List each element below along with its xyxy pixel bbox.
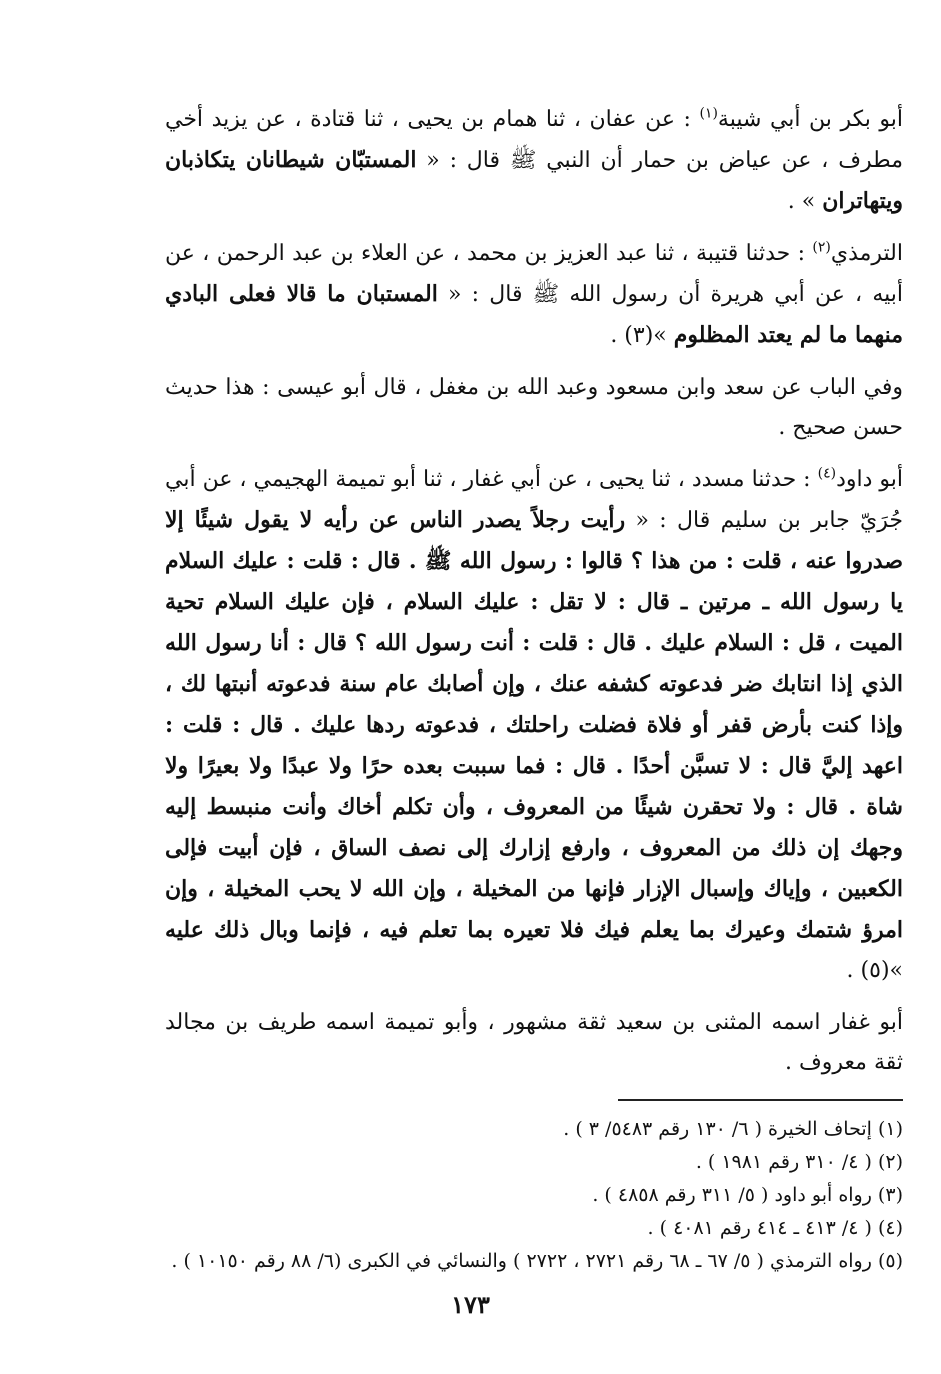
- footnote-ref: (١): [699, 105, 718, 122]
- closing-text: »(٥) .: [846, 958, 903, 983]
- hadith-abu-dawud: [165, 460, 903, 991]
- page-number: ١٧٣: [451, 1290, 490, 1319]
- hadith-text: رأيت رجلاً يصدر الناس عن رأيه لا يقول شيئًا إلا صدروا عنه ، قلت : من هذا ؟ قالوا : رسول الله ﷺ . قال : قلت : عليك السلام يا رسول الله ـ مرتين ـ قال : لا تقل : عليك السلام ، فإن عليك السلام تحية الميت ، قل : السلام عليك . قال : قلت : أنت رسول الله ؟ قال : أنا رسول الله الذي إذا انتابك ضر فدعوته كشفه عنك ، وإن أصابك عام سنة فدعوته أنبتها لك ، وإذا كنت بأرض قفر أو فلاة فضلت راحلتك ، فدعوته ردها عليك . قال : قلت : اعهد إليَّ قال : لا تسبَّن أحدًا . قال : فما سببت بعده حرًا ولا عبدًا ولا بعيرًا ولا شاة . قال : ولا تحقرن شيئًا من المعروف ، وأن تكلم أخاك وأنت منبسط إليه وجهك إن ذلك من المعروف ، وارفع إزارك إلى نصف الساق ، فإن أبيت فإلى الكعبين ، وإياك وإسبال الإزار فإنها من المخيلة ، وإن الله لا يحب المخيلة ، وإن امرؤ شتمك وعيرك بما يعلم فيك فلا تعيره بما تعلم فيه ، فإنما وبال ذلك عليه: [165, 507, 904, 943]
- footnote-item: (١) إتحاف الخيرة ( ٦/ ١٣٠ رقم ٥٤٨٣/ ٣ ) .: [563, 1118, 903, 1140]
- hadith-tirmidhi: [165, 234, 903, 356]
- footnote-item: (٣) رواه أبو داود ( ٥/ ٣١١ رقم ٤٨٥٨ ) .: [592, 1184, 903, 1206]
- footnote-item: (٥) رواه الترمذي ( ٥/ ٦٧ ـ ٦٨ رقم ٢٧٢١ ، ٢٧٢٢ ) والنسائي في الكبرى (٦/ ٨٨ رقم ١٠١٥٠ ) .: [171, 1250, 903, 1272]
- hadith-ibn-abi-shaybah: [165, 100, 903, 222]
- source-label: أبو بكر بن أبي شيبة: [717, 107, 903, 132]
- footnote-ref: (٢): [812, 239, 831, 256]
- closing-text: » .: [787, 189, 823, 214]
- source-label: أبو داود: [836, 467, 903, 492]
- footnote-item: (٢) ( ٤/ ٣١٠ رقم ١٩٨١ ) .: [695, 1151, 903, 1173]
- isnad-text: : حدثنا قتيبة ، ثنا عبد العزيز بن محمد ، عن العلاء بن عبد الرحمن ، عن أبيه ، عن أبي هريرة أن رسول الله ﷺ قال : «: [165, 241, 903, 307]
- book-page: [165, 100, 903, 1278]
- hadith-text: المستبّان شيطانان يتكاذبان ويتهاتران: [165, 147, 903, 214]
- closing-text: »(٣) .: [610, 323, 674, 348]
- footnote-divider: [618, 1099, 903, 1101]
- isnad-text: : حدثنا مسدد ، ثنا يحيى ، عن أبي غفار ، ثنا أبو تميمة الهجيمي ، عن أبي جُرَيّ جابر بن سليم قال : «: [165, 467, 903, 533]
- narrator-note-text: أبو غفار اسمه المثنى بن سعيد ثقة مشهور ، وأبو تميمة اسمه طريف بن مجالد ثقة معروف .: [165, 1010, 903, 1075]
- footnote-ref: (٤): [817, 465, 837, 482]
- commentary-text: وفي الباب عن سعد وابن مسعود وعبد الله بن مغفل ، قال أبو عيسى : هذا حديث حسن صحيح .: [165, 375, 903, 440]
- commentary-paragraph: [165, 368, 903, 448]
- narrator-note: [165, 1003, 903, 1083]
- footnotes: [165, 1113, 903, 1278]
- isnad-text: : عن عفان ، ثنا همام بن يحيى ، ثنا قتادة ، عن يزيد أخي مطرف ، عن عياض بن حمار أن النبي ﷺ قال : «: [165, 107, 903, 173]
- source-label: الترمذي: [830, 241, 903, 266]
- footnote-item: (٤) ( ٤/ ٤١٣ ـ ٤١٤ رقم ٤٠٨١ ) .: [647, 1217, 903, 1239]
- hadith-text: المستبان ما قالا فعلى البادي منهما ما لم يعتد المظلوم: [165, 281, 903, 348]
